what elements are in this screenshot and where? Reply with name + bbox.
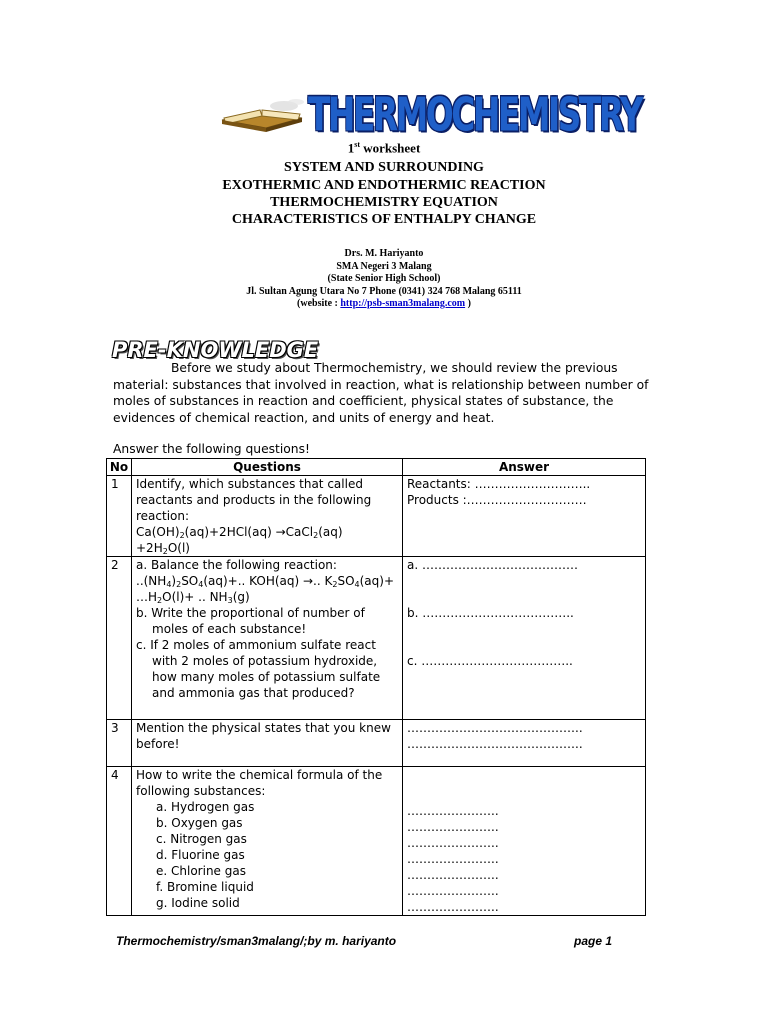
open-book-icon (216, 96, 308, 136)
answer-line[interactable]: ………………….. (407, 884, 499, 898)
answer-line[interactable]: ………………….. (407, 900, 499, 914)
website-link[interactable]: http://psb-sman3malang.com (340, 298, 466, 309)
instruction: Answer the following questions! (113, 442, 310, 456)
question-cell (132, 557, 403, 720)
question-text: Mention the physical states that you knew before! (136, 721, 391, 751)
list-item: f. Bromine liquid (156, 880, 254, 894)
logo-title: THERMOCHEMISTRY (308, 88, 642, 142)
answer-a[interactable]: a. ………………………………… (407, 558, 578, 572)
worksheet-sup: st (354, 140, 360, 149)
answer-line[interactable]: ………………….. (407, 868, 499, 882)
row-number: 3 (107, 720, 132, 767)
question-c: c. If 2 moles of ammonium sulfate react (136, 638, 376, 652)
worksheet-number (0, 140, 768, 156)
question-c-cont: with 2 moles of potassium hydroxide, (152, 654, 378, 668)
list-item: g. Iodine solid (156, 896, 240, 910)
header-questions: Questions (132, 459, 403, 476)
answer-line[interactable]: ………………….. (407, 820, 499, 834)
reaction-equation: $Ca(OH)_2(aq)+2HCl(aq)$ →CaCl$_2$(aq) $+2H_2O(l)$ (136, 525, 343, 556)
questions-table (106, 458, 646, 916)
answer-line[interactable]: ………………….. (407, 804, 499, 818)
topic-4: CHARACTERISTICS OF ENTHALPY CHANGE (231, 212, 537, 227)
list-item: b. Oxygen gas (156, 816, 243, 830)
table-row (107, 767, 646, 916)
reaction-equation-2: $\dots H_2O(l)+$ .. $NH_3(g)$ (136, 590, 250, 605)
website (0, 298, 768, 309)
answer-products[interactable]: Products :………………………… (407, 493, 587, 507)
worksheet-num: 1 (347, 140, 355, 156)
website-prefix: (website : (297, 298, 341, 309)
question-cell (132, 476, 403, 557)
footer-left: Thermochemistry/sman3malang/;by m. hariyanto (116, 934, 397, 948)
list-item: a. Hydrogen gas (156, 800, 255, 814)
answer-cell[interactable] (403, 557, 646, 720)
question-a: a. Balance the following reaction: (136, 558, 337, 572)
question-b: b. Write the proportional of number of (136, 606, 365, 620)
row-number: 2 (107, 557, 132, 720)
school-name: SMA Negeri 3 Malang (336, 261, 432, 272)
header-answer: Answer (403, 459, 646, 476)
header-no: No (107, 459, 132, 476)
question-text: How to write the chemical formula of the following substances: (136, 768, 383, 798)
answer-cell[interactable] (403, 476, 646, 557)
topic-3: THERMOCHEMISTRY EQUATION (270, 195, 498, 210)
school-address: Jl. Sultan Agung Utara No 7 Phone (0341) 324 768 Malang 65111 (246, 286, 522, 297)
question-text: Identify, which substances that called reactants and products in the following reaction: (136, 477, 372, 523)
school-type: (State Senior High School) (327, 273, 441, 284)
list-item: d. Fluorine gas (156, 848, 245, 862)
row-number: 4 (107, 767, 132, 916)
header-logo (216, 88, 642, 146)
table-row (107, 720, 646, 767)
question-cell (132, 767, 403, 916)
list-item: c. Nitrogen gas (156, 832, 247, 846)
reaction-equation-1: $..(NH_4)_2SO_4(aq)+$.. KOH(aq) →.. $K_2SO_4(aq)+$ (136, 574, 395, 589)
answer-cell[interactable] (403, 767, 646, 916)
topic-1: SYSTEM AND SURROUNDING (284, 160, 484, 175)
intro-paragraph (113, 360, 658, 426)
worksheet-word: worksheet (359, 140, 421, 156)
answer-line[interactable]: ………………….. (407, 836, 499, 850)
answer-c[interactable]: c. ……………………………….. (407, 654, 573, 668)
table-row (107, 476, 646, 557)
question-cell (132, 720, 403, 767)
topic-2: EXOTHERMIC AND ENDOTHERMIC REACTION (222, 178, 546, 193)
list-item: e. Chlorine gas (156, 864, 246, 878)
row-number: 1 (107, 476, 132, 557)
table-row (107, 557, 646, 720)
question-c-cont: how many moles of potassium sulfate (152, 670, 381, 684)
section-title: PRE-KNOWLEDGE (112, 338, 319, 362)
answer-reactants[interactable]: Reactants: ……………………….. (407, 477, 591, 491)
answer-cell[interactable] (403, 720, 646, 767)
author: Drs. M. Hariyanto (344, 248, 424, 259)
answer-line-2[interactable]: …………………………………….. (407, 737, 583, 751)
question-b-cont: moles of each substance! (152, 622, 307, 636)
answer-line-1[interactable]: …………………………………….. (407, 721, 583, 735)
table-header-row (107, 459, 646, 476)
answer-b[interactable]: b. ……………………………….. (407, 606, 574, 620)
answer-line[interactable]: ………………….. (407, 852, 499, 866)
footer-page-number: page 1 (574, 934, 613, 948)
website-suffix: ) (465, 298, 471, 309)
question-c-cont: and ammonia gas that produced? (152, 686, 355, 700)
intro-text: Before we study about Thermochemistry, we should review the previous material: substances that involved in reaction, what is relationship between number of moles of substances in reaction and coefficient, physical states of substance, the evidences of chemical reaction, and units of energy and heat. (113, 361, 649, 425)
